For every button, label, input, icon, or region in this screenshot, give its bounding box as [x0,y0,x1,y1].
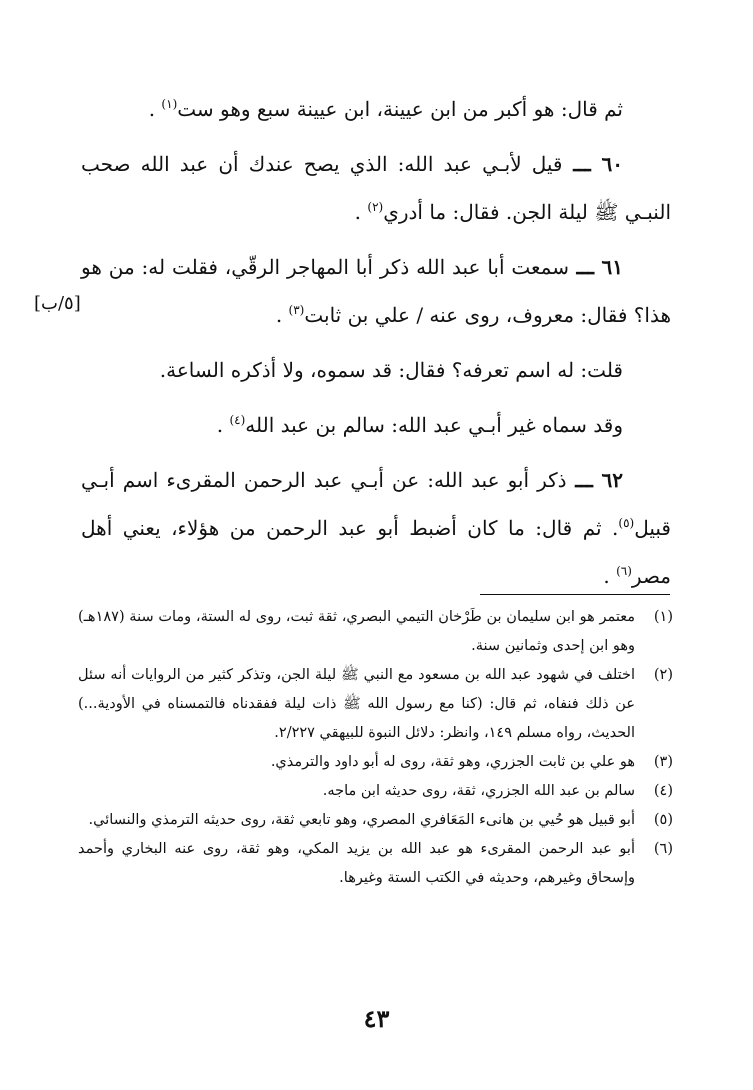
footnote-number: (٣) [653,754,673,770]
paragraph-text: ذكر أبو عبد الله: عن أبـي عبد الرحمن المقرىء اسم أبـي قبيل [81,468,671,540]
footnote-number: (٦) [653,841,673,857]
footnote-ref: (٢) [367,200,384,214]
paragraph-text: قيل لأبـي عبد الله: الذي يصح عندك أن عبد الله صحب النبـي ﷺ ليلة الجن. فقال: ما أدري [81,152,671,224]
footnote-text: أبو قبيل هو حُيي بن هانىء المَعَافري المصري، وهو تابعي ثقة، روى حديثه الترمذي والنسائي. [88,812,635,828]
paragraph-end: . [275,303,289,327]
footnote-ref: (١) [161,97,178,111]
footnote-divider [480,594,670,595]
paragraph-end: . [148,97,162,121]
footnote-number: (٥) [653,812,673,828]
paragraph-text: وقد سماه غير أبـي عبد الله: سالم بن عبد الله [245,413,623,437]
paragraph [81,85,671,133]
footnote-ref: (٣) [288,303,305,317]
paragraph-end: . [603,564,617,588]
main-text [81,85,671,607]
paragraph-end: . [354,200,368,224]
item-number: ٦٢ ـــ [566,468,623,492]
footnote-number: (٤) [653,783,673,799]
footnote-item [78,806,673,835]
footnote-number: (٢) [653,667,673,683]
footnote-item [78,835,673,893]
footnotes [78,603,673,893]
margin-folio-note: [٥/ب] [34,293,81,314]
paragraph-60 [81,140,671,236]
footnote-text: أبو عبد الرحمن المقرىء هو عبد الله بن يزيد المكي، وهو ثقة، روى عنه البخاري وأحمد وإسحاق وغيرهم، وحديثه في الكتب الستة وغيرها. [78,841,635,886]
footnote-text: اختلف في شهود عبد الله بن مسعود مع النبي ﷺ ليلة الجن، وتذكر كثير من الروايات أنه سئل عن ذلك فنفاه، ثم قال: (كنا مع رسول الله ﷺ ذات ليلة ففقدناه فالتمسناه في الأودية...) الحديث، رواه مسلم ١٤٩، وانظر: دلائل النبوة للبيهقي ٢/٢٢٧. [78,667,635,741]
paragraph [81,346,671,394]
footnote-item [78,603,673,661]
footnote-text: معتمر هو ابن سليمان بن طَرْخان التيمي البصري، ثقة ثبت، روى له الستة، ومات سنة (١٨٧هـ) وهو ابن إحدى وثمانين سنة. [78,609,635,654]
footnote-item [78,748,673,777]
footnote-ref: (٤) [229,413,246,427]
page-number: ٤٣ [363,1004,390,1033]
item-number: ٦١ ـــ [569,255,623,279]
footnote-item [78,777,673,806]
paragraph-text-continued: . ثم قال: ما كان أضبط أبو عبد الرحمن من هؤلاء، يعني أهل مصر [81,516,671,588]
paragraph-62 [81,456,671,600]
paragraph [81,401,671,449]
paragraph-61 [81,243,671,339]
paragraph-text: سمعت أبا عبد الله ذكر أبا المهاجر الرقّي، فقلت له: من هو هذا؟ فقال: معروف، روى عنه / علي بن ثابت [81,255,671,327]
item-number: ٦٠ ـــ [562,152,624,176]
footnote-text: هو علي بن ثابت الجزري، وهو ثقة، روى له أبو داود والترمذي. [270,754,635,770]
paragraph-end: . [216,413,230,437]
paragraph-text: قلت: له اسم تعرفه؟ فقال: قد سموه، ولا أذكره الساعة. [159,358,623,382]
footnote-number: (١) [653,609,673,625]
footnote-ref: (٦) [616,564,632,578]
paragraph-text: ثم قال: هو أكبر من ابن عيينة، ابن عيينة سبع وهو ست [177,97,623,121]
footnote-text: سالم بن عبد الله الجزري، ثقة، روى حديثه ابن ماجه. [322,783,635,799]
footnote-item [78,661,673,748]
footnote-ref: (٥) [618,516,635,530]
